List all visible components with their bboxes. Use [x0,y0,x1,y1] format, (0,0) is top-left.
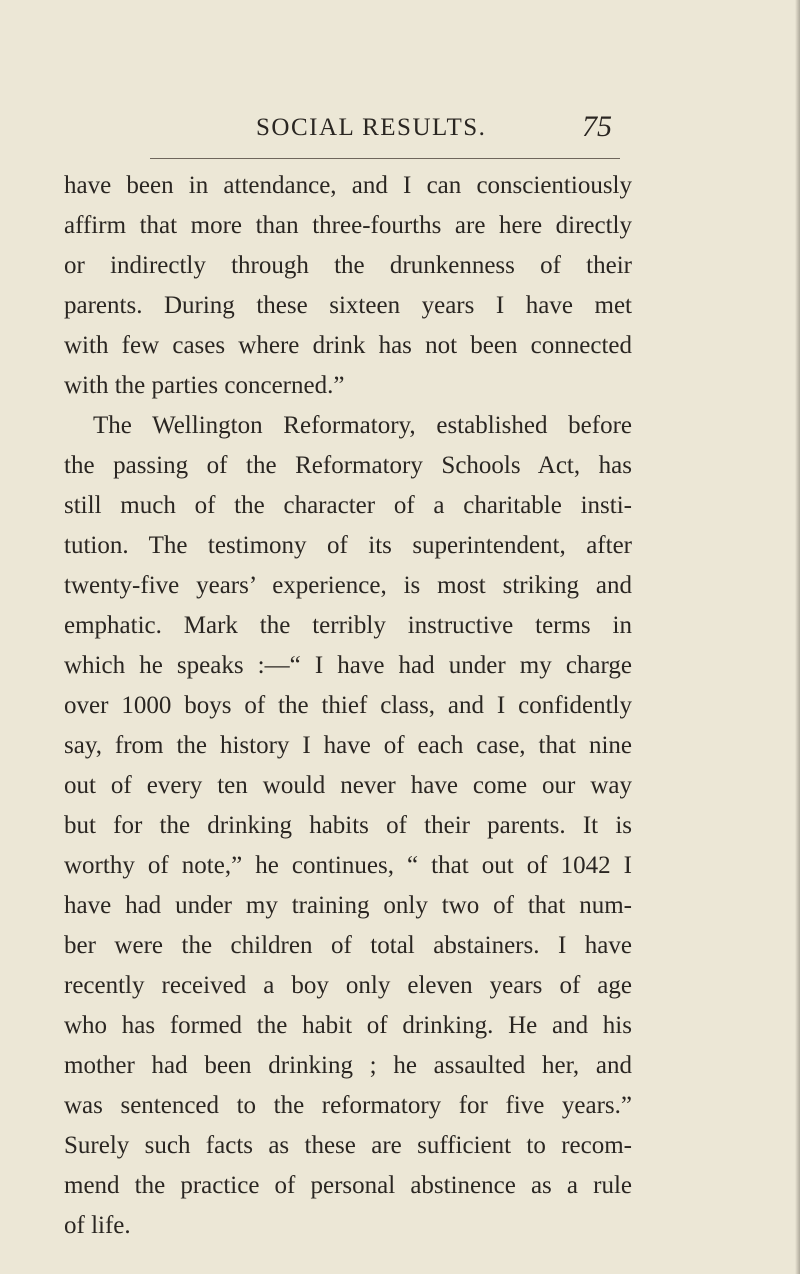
body-text [64,166,632,1246]
text-line: out of every ten would never have come our way [64,772,632,799]
text-line: have been in attendance, and I can conscientiously [64,172,632,199]
text-line: tution. The testimony of its superintendent, after [64,532,632,559]
text-line: which he speaks :—“ I have had under my charge [64,652,632,679]
page-edge-shadow [795,0,800,1274]
text-line: emphatic. Mark the terribly instructive terms in [64,612,632,639]
running-head: SOCIAL RESULTS. [256,114,487,141]
text-line: have had under my training only two of that num- [64,892,632,919]
text-line: parents. During these sixteen years I have met [64,292,632,319]
header-rule [150,158,620,159]
text-line: Surely such facts as these are sufficient to recom- [64,1132,632,1159]
text-line: worthy of note,” he continues, “ that out of 1042 I [64,852,632,879]
text-line: still much of the character of a charitable insti- [64,492,632,519]
text-line: was sentenced to the reformatory for five years.” [64,1092,632,1119]
text-line: with few cases where drink has not been connected [64,332,632,359]
text-line: affirm that more than three-fourths are here directly [64,212,632,239]
text-line: with the parties concerned.” [64,372,345,399]
text-line: over 1000 boys of the thief class, and I confidently [64,692,632,719]
text-line: ber were the children of total abstainers. I have [64,932,632,959]
text-line: of life. [64,1212,131,1239]
text-line: recently received a boy only eleven years of age [64,972,632,999]
text-line: the passing of the Reformatory Schools Act, has [64,452,632,479]
text-line: mother had been drinking ; he assaulted her, and [64,1052,632,1079]
text-line: The Wellington Reformatory, established before [93,412,632,439]
text-line: or indirectly through the drunkenness of their [64,252,632,279]
text-line: twenty-five years’ experience, is most striking and [64,572,632,599]
text-line: say, from the history I have of each case, that nine [64,732,632,759]
text-line: who has formed the habit of drinking. He and his [64,1012,632,1039]
page-number: 75 [582,110,612,143]
text-line: mend the practice of personal abstinence as a rule [64,1172,632,1199]
text-line: but for the drinking habits of their parents. It is [64,812,632,839]
